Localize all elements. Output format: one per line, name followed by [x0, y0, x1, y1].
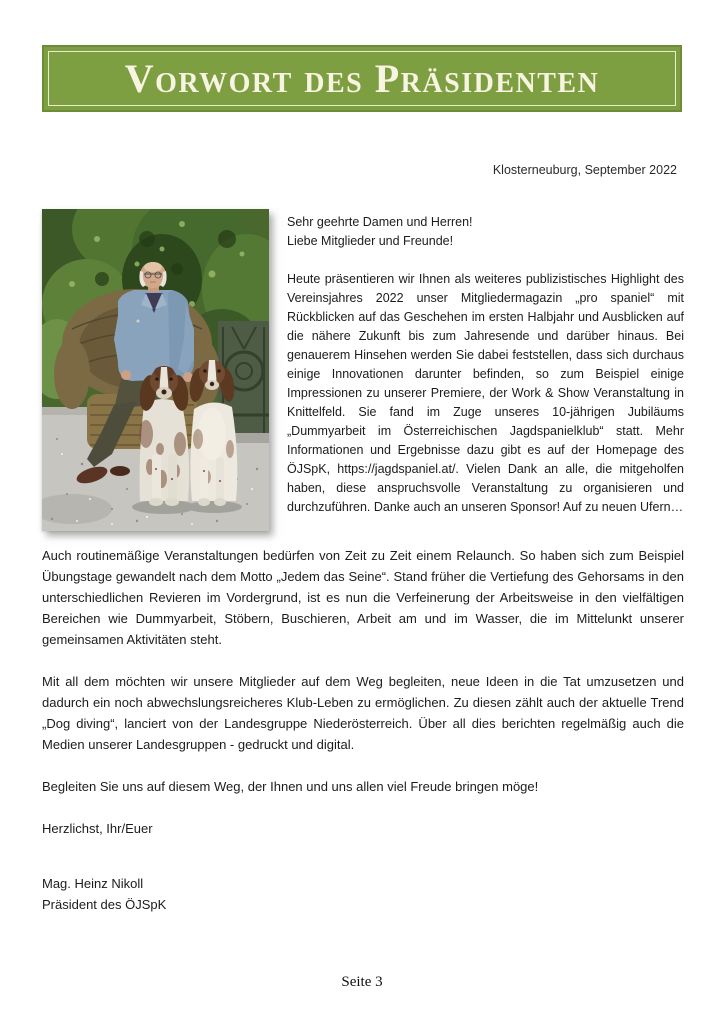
paragraph-begleiten: Begleiten Sie uns auf diesem Weg, der Ihnen und uns allen viel Freude bringen möge! — [42, 779, 539, 794]
president-photo — [42, 209, 269, 531]
closing-line: Herzlichst, Ihr/Euer — [42, 821, 153, 836]
page-header-banner — [42, 45, 682, 112]
page-title: Vorwort des Präsidenten — [124, 55, 600, 101]
page-number: Seite 3 — [341, 974, 383, 990]
salutation-line-1: Sehr geehrte Damen und Herren! — [287, 215, 473, 229]
salutation-line-2: Liebe Mitglieder und Freunde! — [287, 234, 454, 248]
signature-name: Mag. Heinz Nikoll — [42, 876, 144, 891]
intro-column — [287, 209, 684, 531]
photo-and-intro-row — [42, 209, 684, 531]
paragraph-relaunch: Auch routinemäßige Veranstaltungen bedürfen von Zeit zu Zeit einem Relaunch. So haben sich zum Beispiel Übungstage gewandelt nach dem Motto „Jedem das Seine“. Stand früher die Vertiefung des Gehorsams in den unterschiedlichen Revieren im Vordergrund, ist es nun die Verfeinerung der Arbeitsweise in den vielfältigen Bereichen wie Dummyarbeit, Stöbern, Buschieren, Arbeit am und im Wasser, die im Mittelunkt unserer gemeinsamen Aktivitäten steht. — [42, 548, 684, 647]
president-photo-illustration — [42, 209, 269, 531]
signature-title: Präsident des ÖJSpK — [42, 897, 167, 912]
letter-body — [42, 209, 684, 915]
paragraph-mitglieder: Mit all dem möchten wir unsere Mitglieder auf dem Weg begleiten, neue Ideen in die Tat umzusetzen und dadurch ein noch abwechslungsreicheres Klub-Leben zu ermöglichen. Zu diesen zählt auch der aktuelle Trend „Dog diving“, lanciert von der Landesgruppe Niederösterreich. Über all dies berichten regelmäßig auch die Medien unserer Landesgruppen - gedruckt und digital. — [42, 674, 684, 752]
dateline: Klosterneuburg, September 2022 — [492, 163, 677, 177]
intro-paragraph: Heute präsentieren wir Ihnen als weiteres publizistisches Highlight des Vereinsjahres 2022 unser Mitgliedermagazin „pro spaniel“ mit Rückblicken auf das Geschehen im ersten Halbjahr und Ausblicken auf die nähere Zukunft bis zum Jahresende und darüber hinaus. Bei genauerem Hinsehen werden Sie dabei feststellen, dass sich durchaus einige Innovationen darunter befinden, so zum Beispiel einige Impressionen zu unserer Premiere, der Work & Show Veranstaltung in Knittelfeld. Sie fand im Zuge unseres 10-jährigen Jubiläums „Dummyarbeit im Österreichischen Jagdspanielklub“ statt. Mehr Informationen und Ergebnisse dazu gibt es auf der Homepage des ÖJSpK, https://jagdspaniel.at/. Vielen Dank an alle, die mitgeholfen haben, diese anspruchsvolle Veranstaltung zu organisieren und durchzuführen. Danke auch an unseren Sponsor! Auf zu neuen Ufern… — [287, 272, 684, 514]
page-header-inner-frame — [48, 51, 676, 106]
